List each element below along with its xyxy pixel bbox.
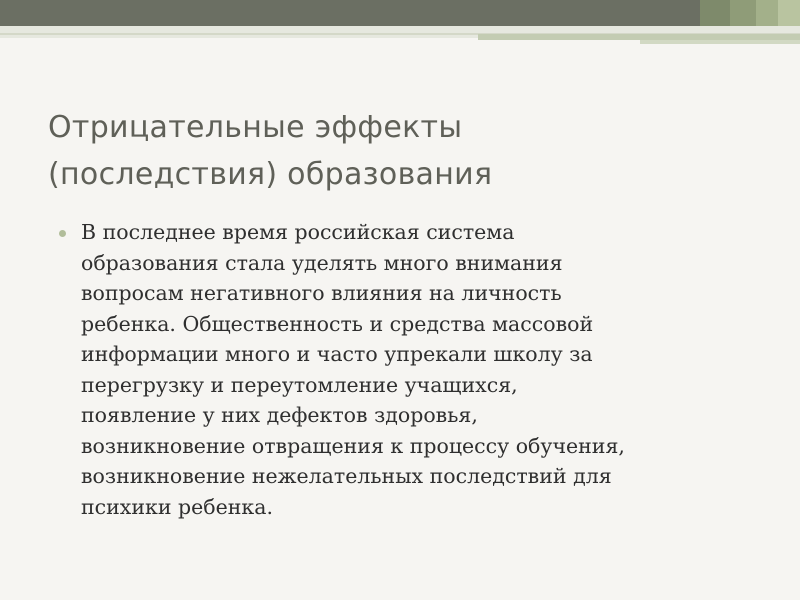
band-accent-stripe — [756, 0, 778, 26]
bullet-line: психики ребенка. — [81, 494, 273, 519]
bullet-line: возникновение нежелательных последствий для — [81, 464, 612, 488]
bullet-line: В последнее время российская система — [81, 220, 515, 244]
bullet-line: появление у них дефектов здоровья, — [81, 403, 478, 427]
bullet-dot-icon — [59, 230, 66, 237]
band-accent-stripe — [730, 0, 756, 26]
bullet-item — [56, 217, 776, 522]
green-accent-bar — [640, 40, 800, 44]
band-accent-stripe — [778, 0, 800, 26]
top-decorative-band — [0, 0, 800, 26]
slide-title-line: Отрицательные эффекты — [48, 110, 463, 145]
bullet-line: информации много и часто упрекали школу за — [81, 342, 593, 366]
bullet-line: ребенка. Общественность и средства массовой — [81, 311, 594, 336]
slide-title — [48, 104, 768, 198]
bullet-line: образования стала уделять много внимания — [81, 250, 563, 275]
slide-title-line: (последствия) образования — [48, 157, 493, 192]
band-accent-stripe — [700, 0, 730, 26]
bullet-list — [56, 217, 776, 522]
bullet-line: перегрузку и переутомление учащихся, — [81, 372, 518, 397]
bullet-line: вопросам негативного влияния на личность — [81, 281, 562, 305]
bullet-text — [81, 217, 776, 522]
bullet-line: возникновение отвращения к процессу обучения, — [81, 433, 625, 458]
